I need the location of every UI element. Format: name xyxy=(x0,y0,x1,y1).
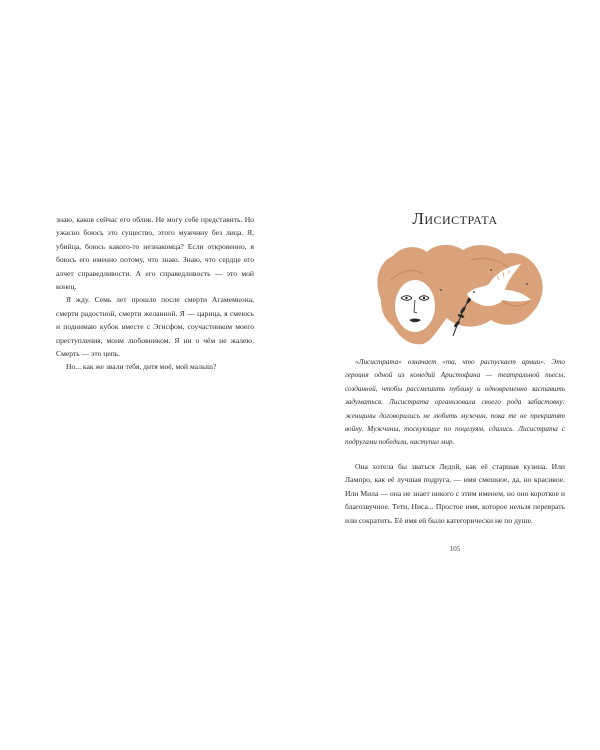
left-paragraph: знаю, каков сейчас его облик. Не могу себе представить. Но ужасно боюсь это существо, этого мужчину без лица. Я, убийца, боюсь какого-то незнакомца? Если откровенно, я боюсь его именно потому, что знаю. Знаю, что сердце его алчет справедливости. А его справедливость — это мой конец. xyxy=(56,215,254,292)
right-page-text xyxy=(345,460,565,527)
intro-paragraph: «Лисистрата» означает «та, что распускает армии». Это героиня одной из комедий Аристофана — театральной пьесы, созданной, чтобы рассмешить публику и одновременно заставить задуматься. Лисистрата организовала своего рода забастовку: женщины договорились не любить мужчин, пока те не прекратят войну. Мужчины, тоскующие по поцелуям, сдались. Лисистрата с подругами победили, наступил мир. xyxy=(345,358,565,447)
left-page-text xyxy=(56,213,254,374)
left-paragraph: Но... как же звали тебя, дитя моё, мой малыш? xyxy=(66,362,217,372)
face-shape xyxy=(395,280,435,332)
illustration-woman-with-dove xyxy=(371,240,547,346)
left-paragraph: Я жду. Семь лет прошло после смерти Агамемнона, смерти радостной, смерти желанной. Я — царица, я смеюсь и поднимаю кубок вместе с Эгисфом, соучастником моего преступления, моим любовником. Я ни о чём не жалею. Смерть — это цепь. xyxy=(56,295,254,359)
chapter-title: Лисистрата xyxy=(412,209,498,228)
page-number: 105 xyxy=(449,545,461,553)
right-paragraph: Она хотела бы зваться Ледой, как её старшая кузина. Или Лампро, как её лучшая подруга, — имя смешное, да, но красивое. Или Мила — она не знает никого с этим именем, но оно короткое и благозвучное. Тети, Ниса... Простое имя, которое нельзя переврать или сократить. Её имя ей было категорически не по душе. xyxy=(345,462,565,525)
chapter-intro xyxy=(345,356,565,450)
